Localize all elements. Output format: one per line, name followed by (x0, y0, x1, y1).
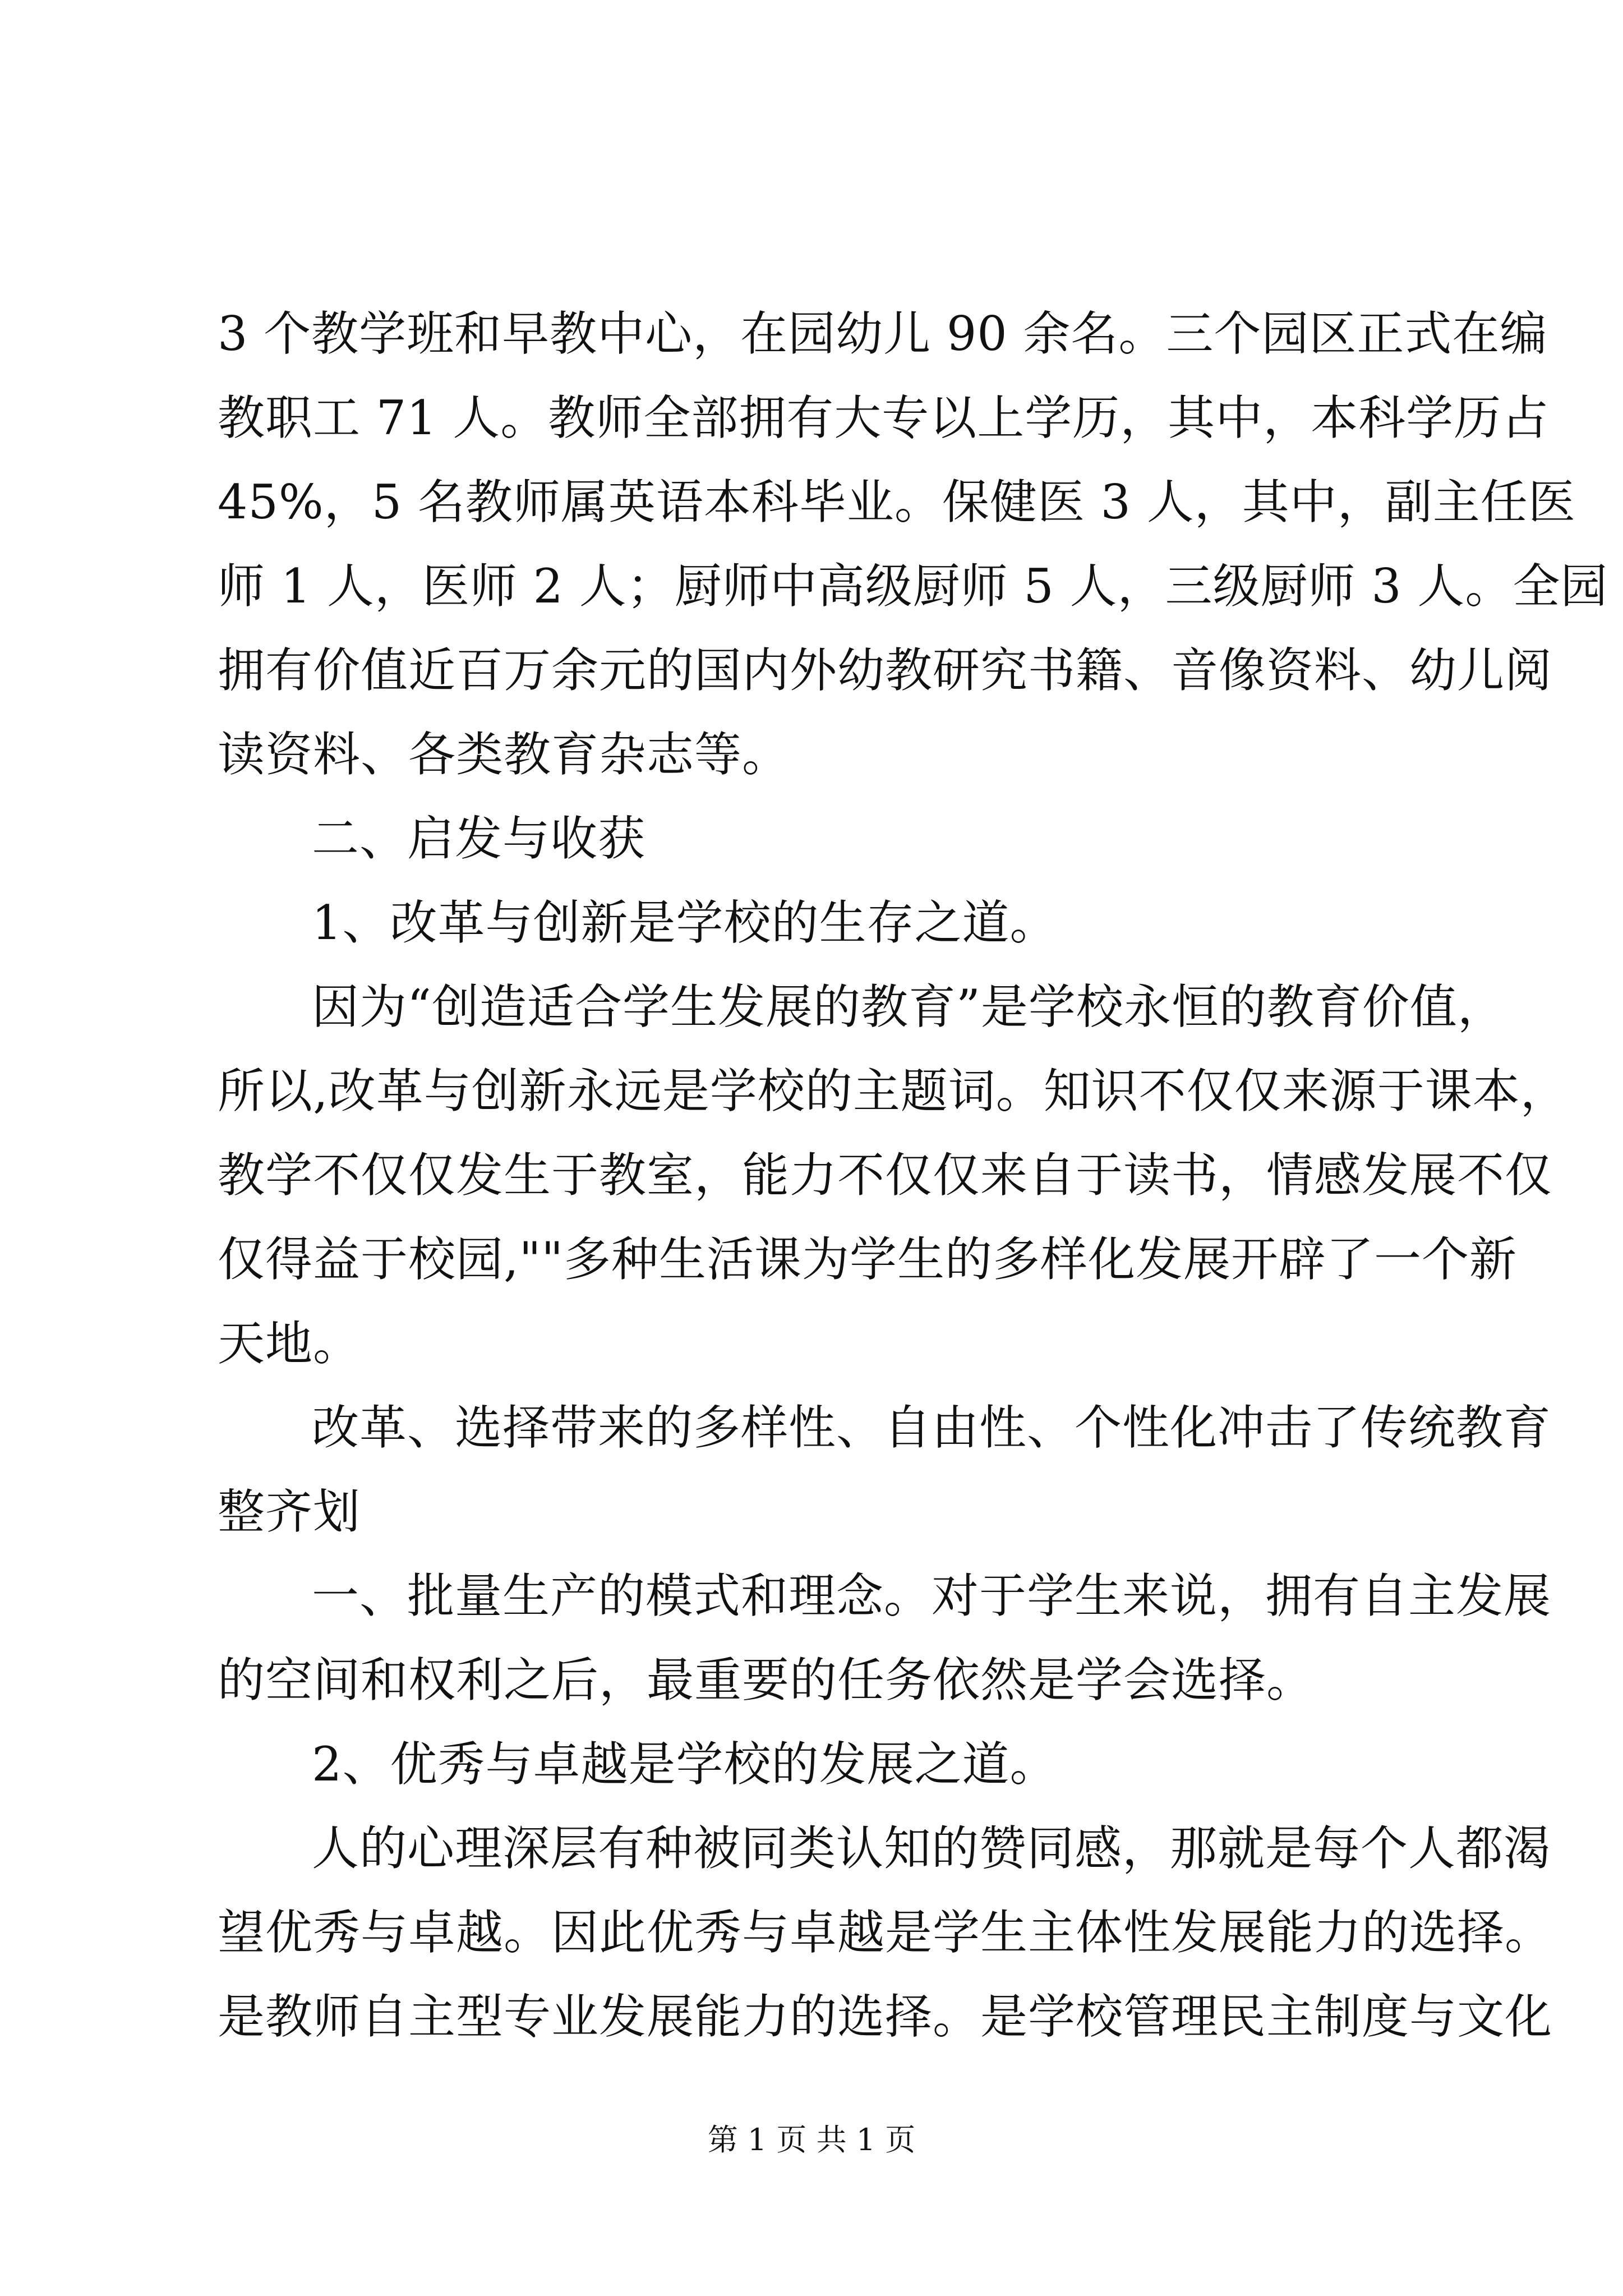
subsection-heading: 2、优秀与卓越是学校的发展之道。 (312, 1737, 1058, 1792)
text-line: 的空间和权利之后，最重要的任务依然是学会选择。 (218, 1653, 1315, 1708)
text-line: 教学不仅仅发生于教室，能力不仅仅来自于读书，情感发展不仅 (218, 1148, 1553, 1203)
section-heading: 二、启发与收获 (312, 811, 646, 866)
text-line: 师 1 人，医师 2 人；厨师中高级厨师 5 人，三级厨师 3 人。全园 (218, 559, 1608, 614)
text-line: 一、批量生产的模式和理念。对于学生来说，拥有自主发展 (312, 1568, 1552, 1623)
text-line: 3 个教学班和早教中心，在园幼儿 90 余名。三个园区正式在编 (218, 306, 1548, 361)
text-line: 所以,改革与创新永远是学校的主题词。知识不仅仅来源于课本， (218, 1064, 1568, 1119)
text-line: 教职工 71 人。教师全部拥有大专以上学历，其中，本科学历占 (218, 390, 1550, 445)
text-line: 拥有价值近百万余元的国内外幼教研究书籍、音像资料、幼儿阅 (218, 643, 1553, 698)
text-line: 改革、选择带来的多样性、自由性、个性化冲击了传统教育 (312, 1400, 1552, 1455)
text-line: 天地。 (218, 1316, 361, 1371)
text-line: 是教师自主型专业发展能力的选择。是学校管理民主制度与文化 (218, 1989, 1553, 2044)
text-line: 仅得益于校园,""多种生活课为学生的多样化发展开辟了一个新 (218, 1232, 1517, 1287)
text-line: 因为“创造适合学生发展的教育”是学校永恒的教育价值， (312, 979, 1505, 1034)
document-body (218, 292, 1608, 2059)
text-line: 人的心理深层有种被同类认知的赞同感，那就是每个人都渴 (312, 1821, 1552, 1876)
text-line: 望优秀与卓越。因此优秀与卓越是学生主体性发展能力的选择。 (218, 1905, 1553, 1960)
text-line: 读资料、各类教育杂志等。 (218, 727, 790, 782)
page-number-footer: 第 1 页 共 1 页 (707, 2122, 916, 2157)
subsection-heading: 1、改革与创新是学校的生存之道。 (312, 895, 1058, 950)
text-line: 整齐划 (218, 1484, 361, 1539)
text-line: 45%，5 名教师属英语本科毕业。保健医 3 人，其中，副主任医 (218, 475, 1576, 530)
